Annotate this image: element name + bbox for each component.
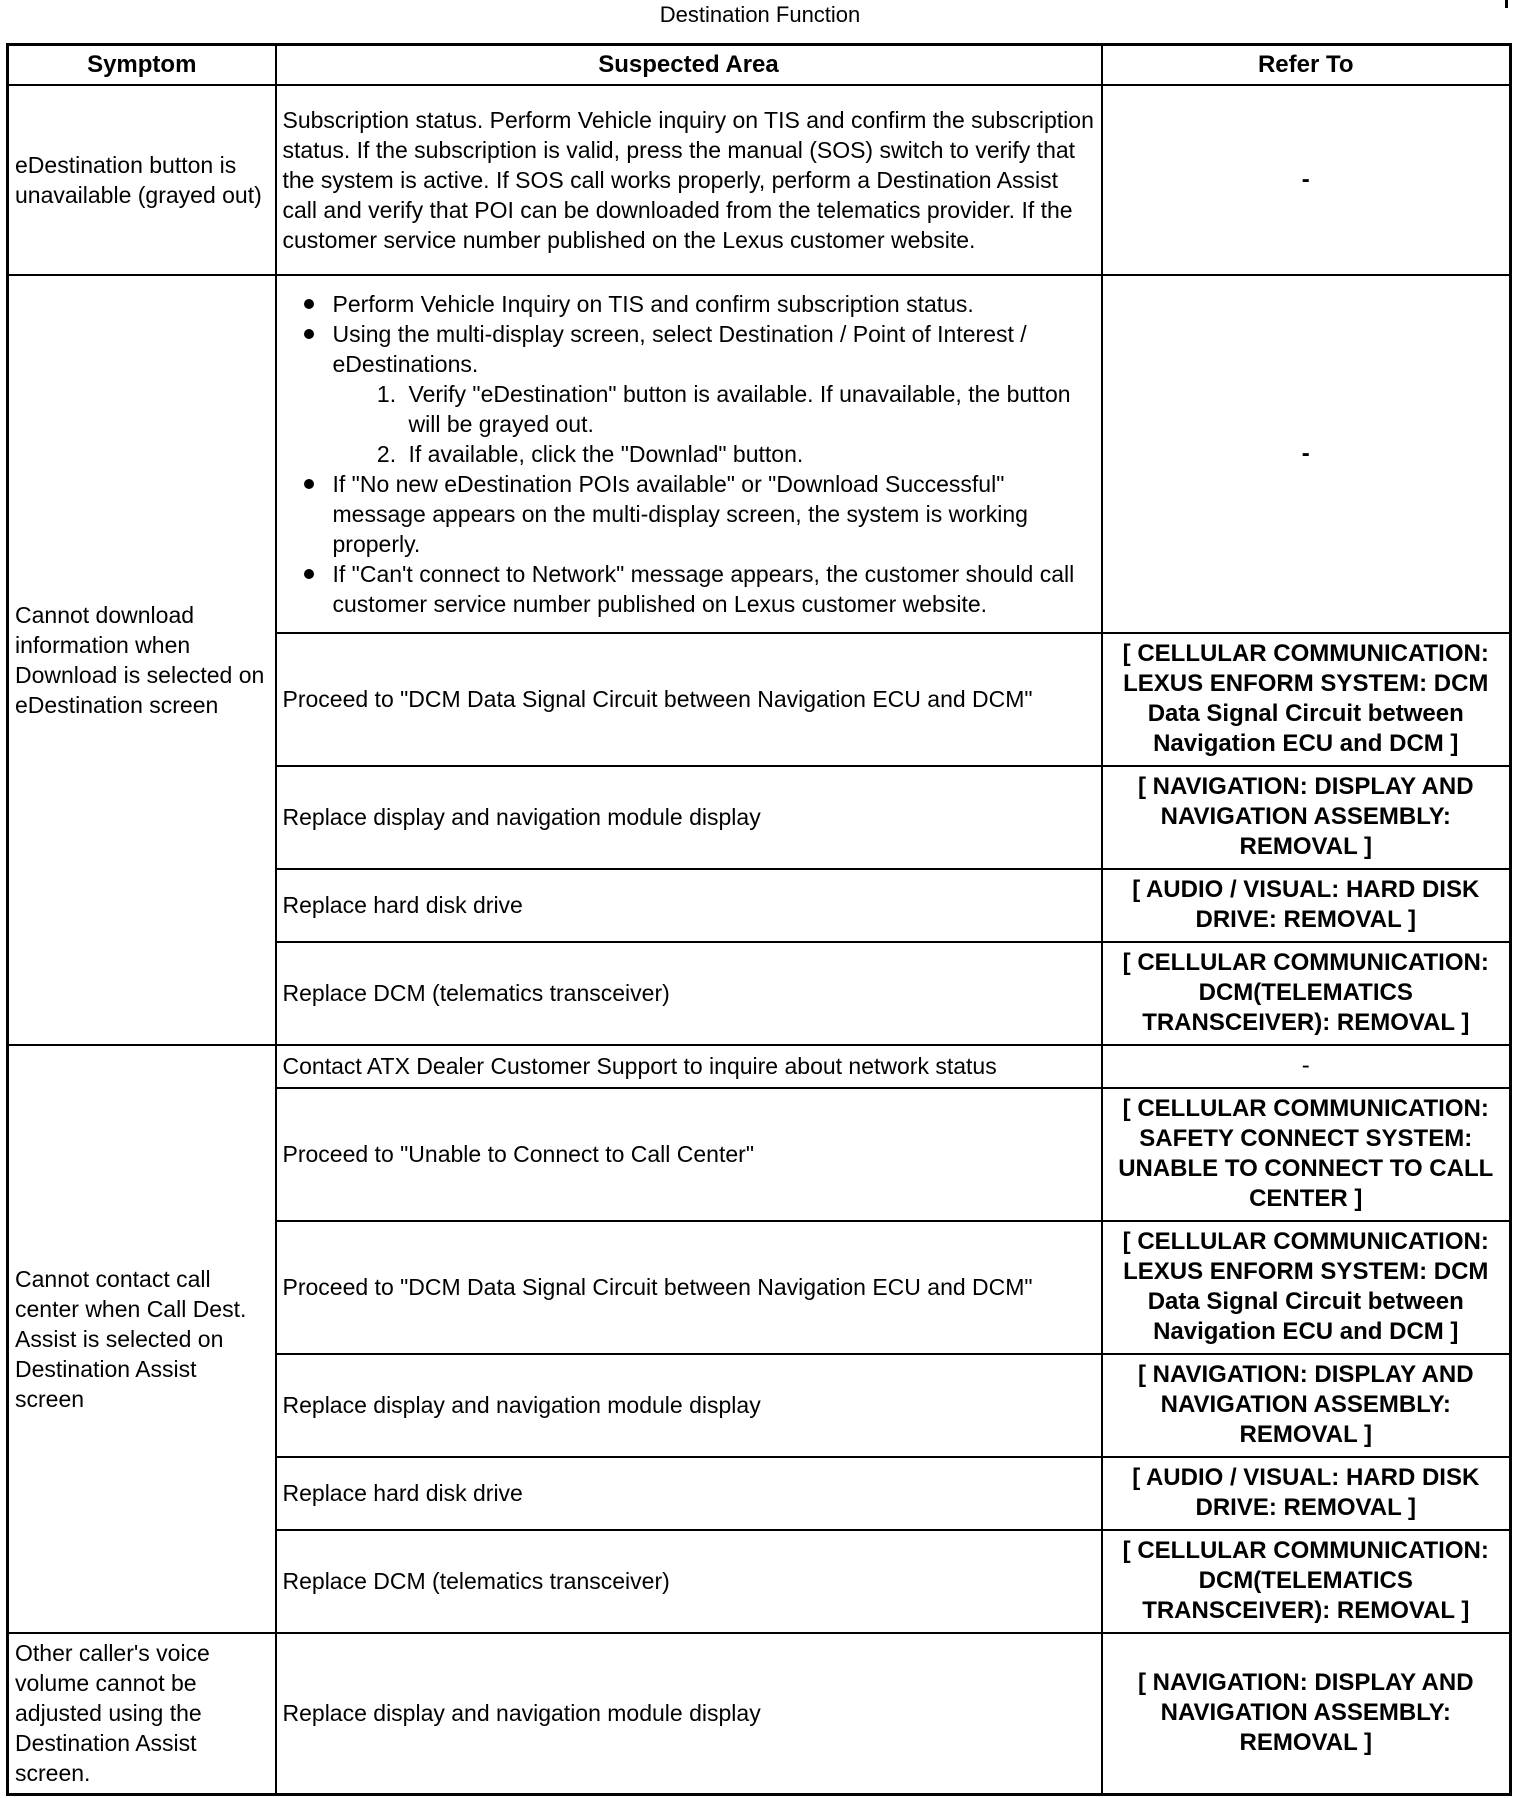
refer-to-cell: -: [1102, 85, 1511, 275]
refer-to-cell: [ NAVIGATION: DISPLAY AND NAVIGATION ASSEMBLY: REMOVAL ]: [1102, 1633, 1511, 1795]
step-item: 1. Verify "eDestination" button is available. If unavailable, the button will be grayed out.: [403, 379, 1095, 439]
table-row: [8, 1633, 1511, 1795]
suspected-area-cell: Contact ATX Dealer Customer Support to inquire about network status: [276, 1045, 1102, 1088]
suspected-area-cell: Proceed to "DCM Data Signal Circuit between Navigation ECU and DCM": [276, 633, 1102, 766]
table-header-row: [8, 45, 1511, 85]
header-refer-to: Refer To: [1102, 45, 1511, 85]
refer-to-cell: [ NAVIGATION: DISPLAY AND NAVIGATION ASSEMBLY: REMOVAL ]: [1102, 1354, 1511, 1457]
table-row: [8, 85, 1511, 275]
suspected-area-cell: [276, 275, 1102, 633]
table-row: [8, 1045, 1511, 1088]
refer-to-cell: [ CELLULAR COMMUNICATION: DCM(TELEMATICS TRANSCEIVER): REMOVAL ]: [1102, 1530, 1511, 1633]
refer-to-cell: -: [1102, 1045, 1511, 1088]
refer-to-cell: [ CELLULAR COMMUNICATION: SAFETY CONNECT SYSTEM: UNABLE TO CONNECT TO CALL CENTER ]: [1102, 1088, 1511, 1221]
refer-to-cell: [ NAVIGATION: DISPLAY AND NAVIGATION ASSEMBLY: REMOVAL ]: [1102, 766, 1511, 869]
step-item: 2. If available, click the "Downlad" button.: [403, 439, 1095, 469]
check-list: [283, 289, 1095, 619]
list-item: If "Can't connect to Network" message appears, the customer should call customer service number published on Lexus customer website.: [333, 559, 1095, 619]
page-title: Destination Function: [659, 2, 861, 27]
list-item-text: Using the multi-display screen, select Destination / Point of Interest / eDestinations.: [332, 320, 1027, 377]
symptom-cell: Other caller's voice volume cannot be adjusted using the Destination Assist screen.: [8, 1633, 276, 1795]
refer-to-cell: [ AUDIO / VISUAL: HARD DISK DRIVE: REMOVAL ]: [1102, 869, 1511, 942]
numbered-steps: [333, 379, 1095, 469]
header-symptom: Symptom: [8, 45, 276, 85]
symptom-cell: Cannot download information when Download is selected on eDestination screen: [8, 275, 276, 1045]
suspected-area-cell: Replace hard disk drive: [276, 1457, 1102, 1530]
symptom-cell: Cannot contact call center when Call Dest. Assist is selected on Destination Assist screen: [8, 1045, 276, 1633]
suspected-area-cell: Replace DCM (telematics transceiver): [276, 942, 1102, 1045]
suspected-area-cell: Replace hard disk drive: [276, 869, 1102, 942]
destination-function-table: [6, 43, 1512, 1796]
header-suspected-area: Suspected Area: [276, 45, 1102, 85]
refer-to-cell: [ CELLULAR COMMUNICATION: DCM(TELEMATICS TRANSCEIVER): REMOVAL ]: [1102, 942, 1511, 1045]
table-row: [8, 275, 1511, 633]
refer-to-cell: [ CELLULAR COMMUNICATION: LEXUS ENFORM SYSTEM: DCM Data Signal Circuit between Navigation ECU and DCM ]: [1102, 633, 1511, 766]
suspected-area-cell: Subscription status. Perform Vehicle inquiry on TIS and confirm the subscription status. If the subscription is valid, press the manual (SOS) switch to verify that the system is active. If SOS call works properly, perform a Destination Assist call and verify that POI can be downloaded from the telematics provider. If the customer service number published on the Lexus customer website.: [276, 85, 1102, 275]
refer-to-cell: [ CELLULAR COMMUNICATION: LEXUS ENFORM SYSTEM: DCM Data Signal Circuit between Navigation ECU and DCM ]: [1102, 1221, 1511, 1354]
list-item: Perform Vehicle Inquiry on TIS and confirm subscription status.: [333, 289, 1095, 319]
list-item: [333, 319, 1095, 469]
refer-to-cell: -: [1102, 275, 1511, 633]
suspected-area-cell: Replace display and navigation module display: [276, 766, 1102, 869]
suspected-area-cell: Replace DCM (telematics transceiver): [276, 1530, 1102, 1633]
list-item: If "No new eDestination POIs available" or "Download Successful" message appears on the multi-display screen, the system is working properly.: [333, 469, 1095, 559]
refer-to-cell: [ AUDIO / VISUAL: HARD DISK DRIVE: REMOVAL ]: [1102, 1457, 1511, 1530]
suspected-area-cell: Proceed to "Unable to Connect to Call Center": [276, 1088, 1102, 1221]
suspected-area-cell: Replace display and navigation module display: [276, 1633, 1102, 1795]
suspected-area-cell: Proceed to "DCM Data Signal Circuit between Navigation ECU and DCM": [276, 1221, 1102, 1354]
symptom-cell: eDestination button is unavailable (grayed out): [8, 85, 276, 275]
suspected-area-cell: Replace display and navigation module display: [276, 1354, 1102, 1457]
